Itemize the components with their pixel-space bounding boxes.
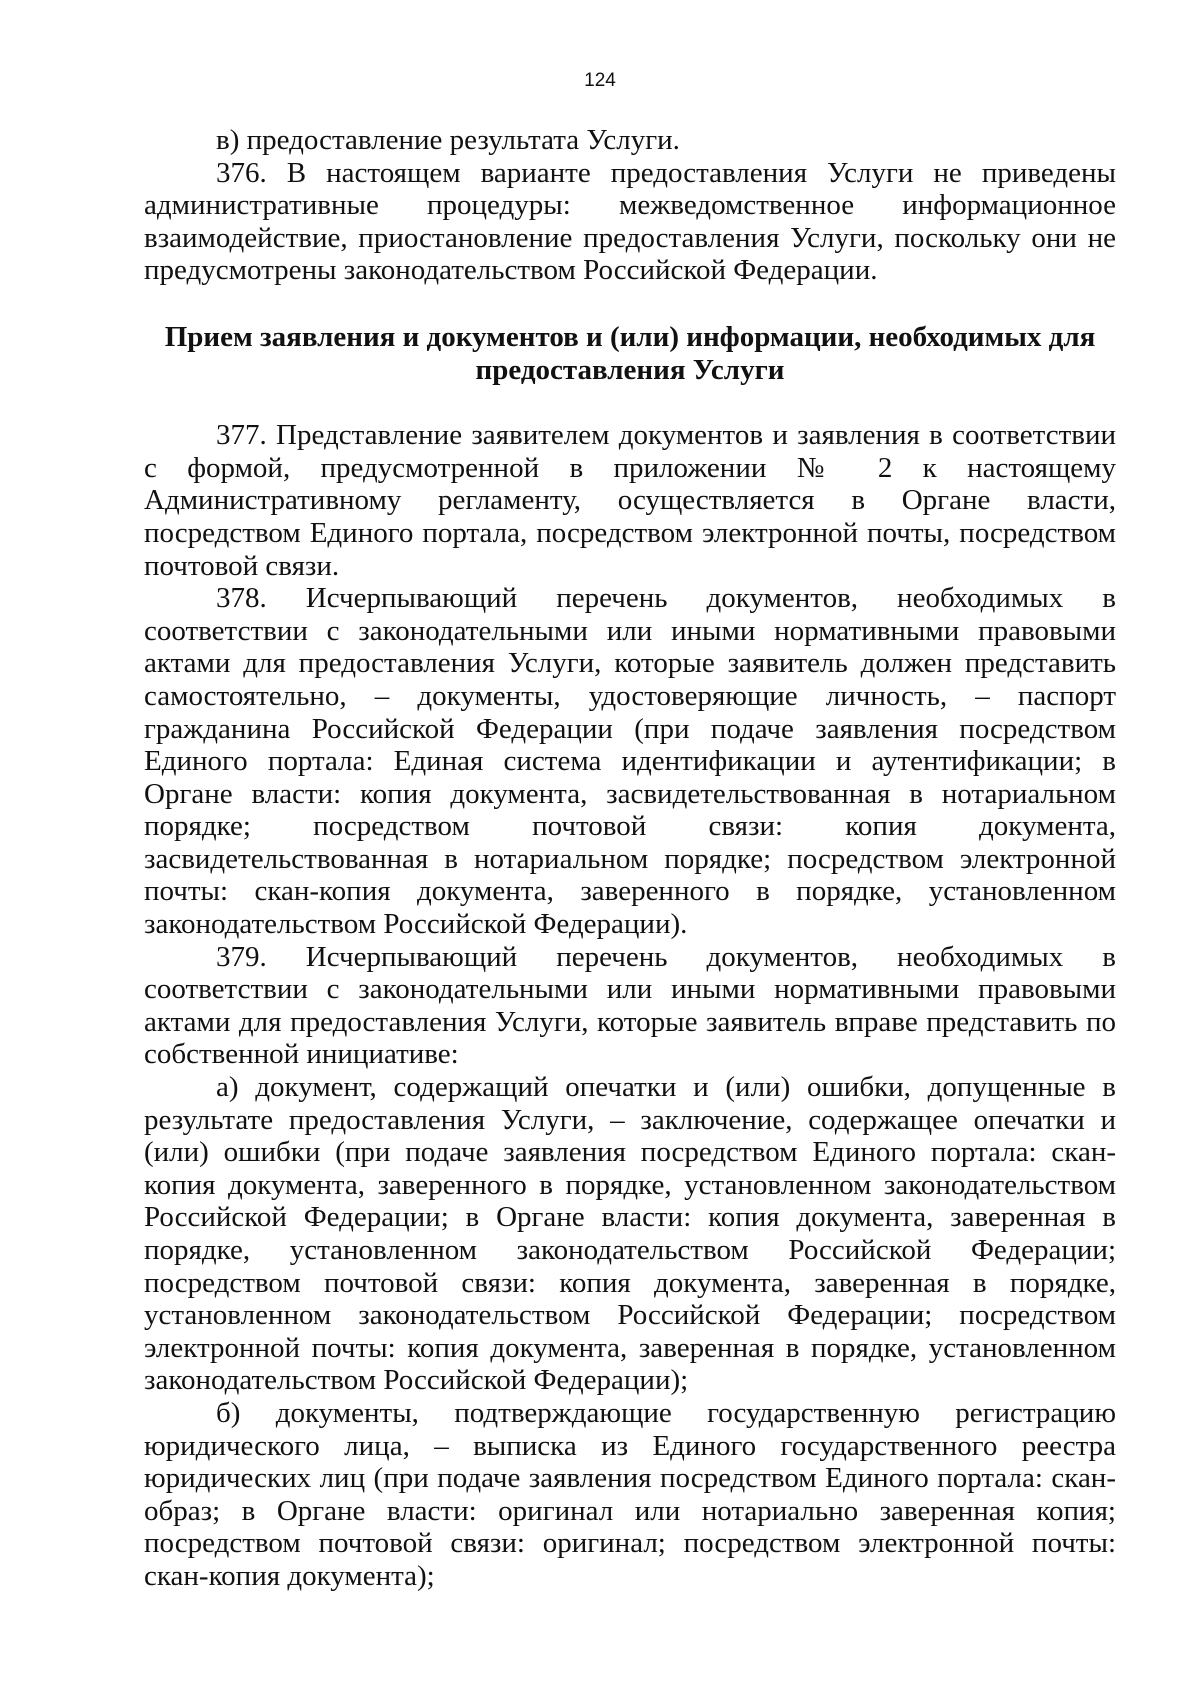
document-body [144, 124, 1116, 1593]
paragraph-378: 378. Исчерпывающий перечень документов, необходимых в соответствии с законодательными или иными нормативными правовыми актами для предоставления Услуги, которые заявитель должен представить самостоятельно, – документы, удостоверяющие личность, – паспорт гражданина Российской Федерации (при подаче заявления посредством Единого портала: Единая система идентификации и аутентификации; в Органе власти: копия документа, засвидетельствованная в нотариальном порядке; посредством почтовой связи: копия документа, засвидетельствованная в нотариальном порядке; посредством электронной почты: скан-копия документа, заверенного в порядке, установленном законодательством Российской Федерации). [144, 582, 1116, 941]
paragraph-377: 377. Представление заявителем документов и заявления в соответствии с формой, предусмотренной в приложении № 2 к настоящему Административному регламенту, осуществляется в Органе власти, посредством Единого портала, посредством электронной почты, посредством почтовой связи. [144, 419, 1116, 582]
paragraph-379: 379. Исчерпывающий перечень документов, необходимых в соответствии с законодательными или иными нормативными правовыми актами для предоставления Услуги, которые заявитель вправе представить по собственной инициативе: [144, 940, 1116, 1071]
paragraph-item-a: а) документ, содержащий опечатки и (или) ошибки, допущенные в результате предоставления Услуги, – заключение, содержащее опечатки и (или) ошибки (при подаче заявления посредством Единого портала: скан-копия документа, заверенного в порядке, установленном законодательством Российской Федерации; в Органе власти: копия документа, заверенная в порядке, установленном законодательством Российской Федерации; посредством почтовой связи: копия документа, заверенная в порядке, установленном законодательством Российской Федерации; посредством электронной почты: копия документа, заверенная в порядке, установленном законодательством Российской Федерации); [144, 1071, 1116, 1397]
section-heading [144, 321, 1116, 386]
paragraph-376: 376. В настоящем варианте предоставления Услуги не приведены административные процедуры: межведомственное информационное взаимодействие, приостановление предоставления Услуги, поскольку они не предусмотрены законодательством Российской Федерации. [144, 156, 1116, 287]
paragraph-item-v: в) предоставление результата Услуги. [216, 124, 680, 156]
page-number: 124 [584, 70, 616, 91]
paragraph-item-b: б) документы, подтверждающие государственную регистрацию юридического лица, – выписка из Единого государственного реестра юридических лиц (при подаче заявления посредством Единого портала: скан-образ; в Органе власти: оригинал или нотариально заверенная копия; посредством почтовой связи: оригинал; посредством электронной почты: скан-копия документа); [144, 1396, 1116, 1592]
section-heading-line-1: Прием заявления и документов и (или) информации, необходимых для [164, 320, 1096, 353]
section-heading-line-2: предоставления Услуги [475, 353, 785, 386]
